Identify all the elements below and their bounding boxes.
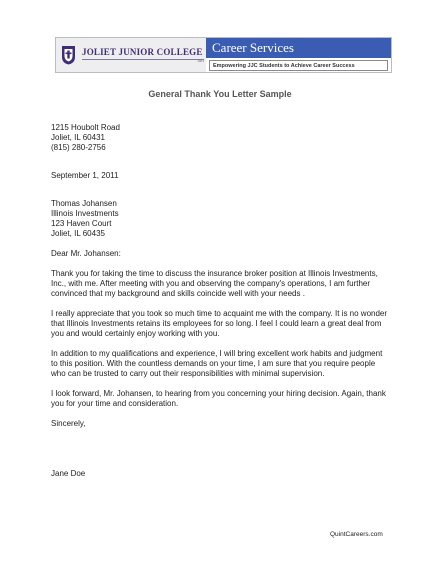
letter-body: [51, 123, 391, 479]
signature-name: Jane Doe: [51, 469, 86, 478]
sender-phone: (815) 280-2756: [51, 143, 106, 152]
paragraph: I look forward, Mr. Johansen, to hearing from you concerning your hiring decision. Again, thank you for your time and consideration.: [51, 389, 386, 408]
college-seal-icon: [61, 45, 76, 65]
footer-source: QuintCareers.com: [330, 531, 383, 538]
paragraph: I really appreciate that you took so much time to acquaint me with the company. It is no wonder that Illinois Investments retains its employees for so long. I feel I could learn a great deal from you and would certainly enjoy working with you.: [51, 309, 388, 338]
sender-city: Joliet, IL 60431: [51, 133, 105, 142]
paragraph: In addition to my qualifications and experience, I will bring excellent work habits and judgment to this position. With the countless demands on your time, I am sure that you require people who can be trusted to carry out their responsibilities with minimal supervision.: [51, 349, 383, 378]
recipient-city: Joliet, IL 60435: [51, 229, 105, 238]
closing: Sincerely,: [51, 419, 86, 428]
career-services-block: [206, 38, 391, 72]
document-title: General Thank You Letter Sample: [148, 89, 292, 99]
college-established: 1901: [197, 59, 204, 63]
recipient-address: [51, 199, 391, 239]
college-name-block: [82, 47, 204, 63]
salutation: Dear Mr. Johansen:: [51, 249, 121, 258]
header-banner: [55, 37, 392, 73]
career-services-tagline: Empowering JJC Students to Achieve Career Success: [209, 60, 388, 71]
paragraph: Thank you for taking the time to discuss the insurance broker position at Illinois Investments, Inc., with me. After meeting with you and observing the company's operations, I am further convinced that my background and skills coincide well with your needs .: [51, 269, 378, 298]
recipient-company: Illinois Investments: [51, 209, 119, 218]
college-name-rule: [82, 59, 204, 60]
letter-date: September 1, 2011: [51, 171, 119, 180]
recipient-name: Thomas Johansen: [51, 199, 117, 208]
college-logo: [56, 38, 206, 72]
sender-street: 1215 Houbolt Road: [51, 123, 120, 132]
college-name: JOLIET JUNIOR COLLEGE: [82, 47, 203, 57]
recipient-street: 123 Haven Court: [51, 219, 112, 228]
career-services-title: Career Services: [206, 38, 391, 58]
sender-address: [51, 123, 391, 153]
